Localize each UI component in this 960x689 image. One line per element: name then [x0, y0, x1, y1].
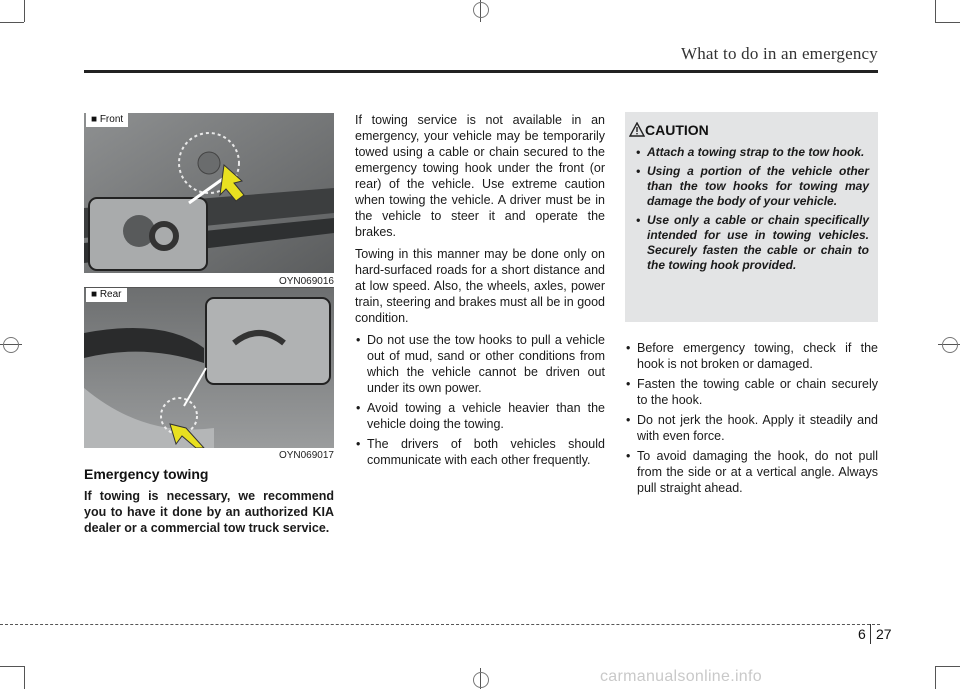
list-item: • Use only a cable or chain specifically intended for use in towing vehicles. Securely fasten the cable or chain to the towing hook provided.: [635, 213, 869, 273]
tow-hook-guidelines: [625, 340, 878, 500]
footer-rule: [0, 624, 880, 625]
crop-mark: [935, 22, 960, 23]
registration-mark-icon: [473, 672, 489, 688]
list-item: • Do not use the tow hooks to pull a vehicle out of mud, sand or other conditions from which the vehicle cannot be driven out under its own power.: [355, 332, 605, 396]
figure-label-rear: ■ Rear: [86, 288, 127, 302]
registration-mark-icon: [942, 337, 958, 353]
crop-mark: [935, 666, 960, 667]
caution-title: CAUTION: [645, 122, 709, 138]
list-item: • Using a portion of the vehicle other than the tow hooks for towing may damage the body of your vehicle.: [635, 164, 869, 209]
paragraph: Towing in this manner may be done only on hard-surfaced roads for a short distance and at low speed. Also, the wheels, axles, power train, steering and brakes must all be in good condition.: [355, 247, 605, 325]
list-item: • Attach a towing strap to the tow hook.: [635, 145, 869, 160]
registration-mark-icon: [3, 337, 19, 353]
front-tow-hook-figure: [84, 113, 334, 273]
registration-mark-icon: [473, 2, 489, 18]
chapter-number: 6: [858, 626, 866, 642]
crop-mark: [0, 666, 24, 667]
header-rule: [84, 70, 878, 73]
paragraph: If towing service is not available in an emergency, your vehicle may be temporarily towed using a cable or chain secured to the emergency towing hook under the front (or rear) of the vehicle. Use extreme caution when towing the vehicle. A driver must be in the vehicle to steer it and operate the brakes.: [355, 113, 605, 239]
emergency-towing-intro: If towing is necessary, we recommend you to have it done by an authorized KIA dealer or a commercial tow truck service.: [84, 489, 334, 535]
rear-tow-hook-figure: [84, 288, 334, 448]
towing-bullet-list: [355, 332, 605, 468]
figure-label-front: ■ Front: [86, 113, 128, 127]
list-item: • Before emergency towing, check if the hook is not broken or damaged.: [625, 340, 878, 372]
caution-list: [635, 145, 869, 277]
figure-code-rear: OYN069017: [278, 450, 334, 461]
crop-mark: [0, 22, 24, 23]
warning-triangle-icon: [629, 122, 645, 137]
crop-mark: [24, 0, 25, 22]
crop-mark: [24, 666, 25, 689]
figure-code-front: OYN069016: [278, 276, 334, 287]
page-number: 27: [876, 626, 892, 642]
crop-mark: [935, 666, 936, 689]
list-item: • Do not jerk the hook. Apply it steadily and with even force.: [625, 412, 878, 444]
emergency-towing-heading: Emergency towing: [84, 466, 209, 482]
list-item: • To avoid damaging the hook, do not pull from the side or at a vertical angle. Always pull straight ahead.: [625, 448, 878, 496]
page-number-separator: [870, 624, 871, 644]
list-item: • Fasten the towing cable or chain securely to the hook.: [625, 376, 878, 408]
list-item: • The drivers of both vehicles should communicate with each other frequently.: [355, 436, 605, 468]
guideline-bullet-list: [625, 340, 878, 496]
section-title: What to do in an emergency: [680, 44, 878, 63]
list-item: • Avoid towing a vehicle heavier than the vehicle doing the towing.: [355, 400, 605, 432]
crop-mark: [935, 0, 936, 22]
caution-box: [625, 112, 878, 322]
towing-instructions: [355, 112, 605, 472]
watermark: carmanualsonline.info: [600, 668, 762, 685]
